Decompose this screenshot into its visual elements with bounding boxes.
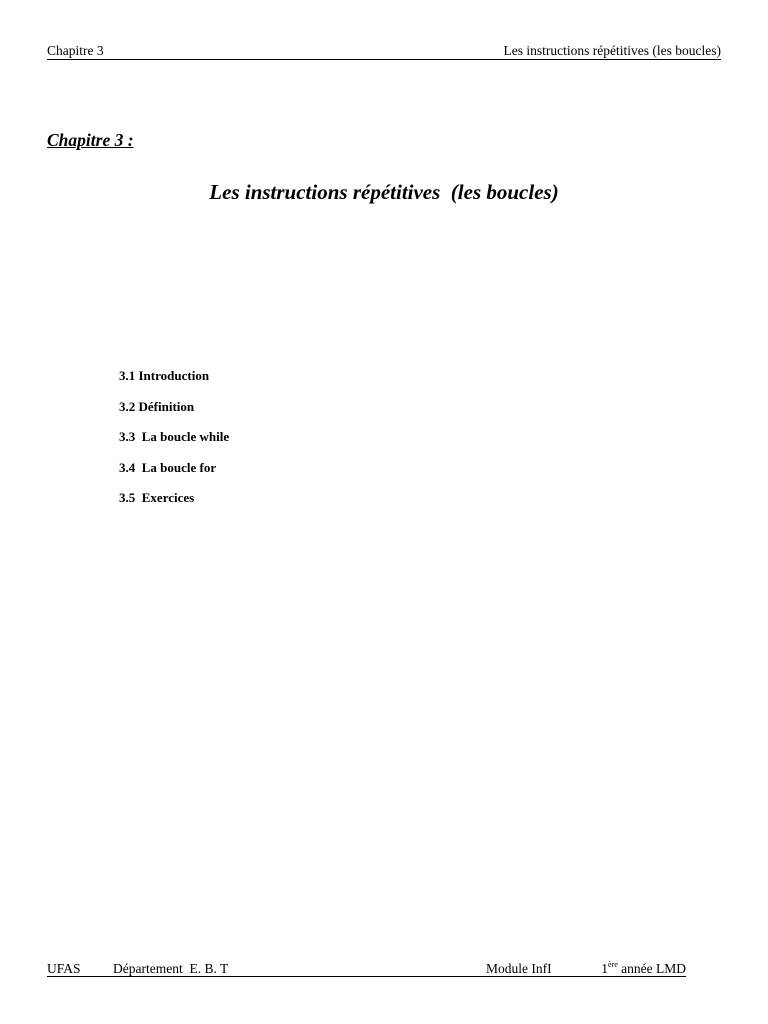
chapter-label: Chapitre 3 : <box>47 130 134 150</box>
table-of-contents <box>119 368 229 521</box>
footer-year-rest: année LMD <box>617 961 686 976</box>
footer-year-superscript: ère <box>608 960 618 969</box>
footer-university: UFAS <box>47 961 81 976</box>
footer-year <box>601 961 686 976</box>
toc-item-for-loop: 3.4 La boucle for <box>119 459 217 475</box>
page-header <box>47 43 721 60</box>
footer-module: Module InfI <box>486 961 552 976</box>
footer-department: Département E. B. T <box>113 961 229 976</box>
toc-item-exercises: 3.5 Exercices <box>119 490 195 506</box>
toc-item-introduction: 3.1 Introduction <box>119 368 210 383</box>
header-title: Les instructions répétitives (les boucles) <box>503 43 721 58</box>
header-chapter: Chapitre 3 <box>47 43 104 58</box>
footer-year-number: 1 <box>601 961 608 976</box>
toc-item-definition: 3.2 Définition <box>119 398 195 414</box>
page-footer <box>47 961 686 977</box>
toc-item-while-loop: 3.3 La boucle while <box>119 429 230 445</box>
chapter-title: Les instructions répétitives (les boucles) <box>209 180 559 204</box>
